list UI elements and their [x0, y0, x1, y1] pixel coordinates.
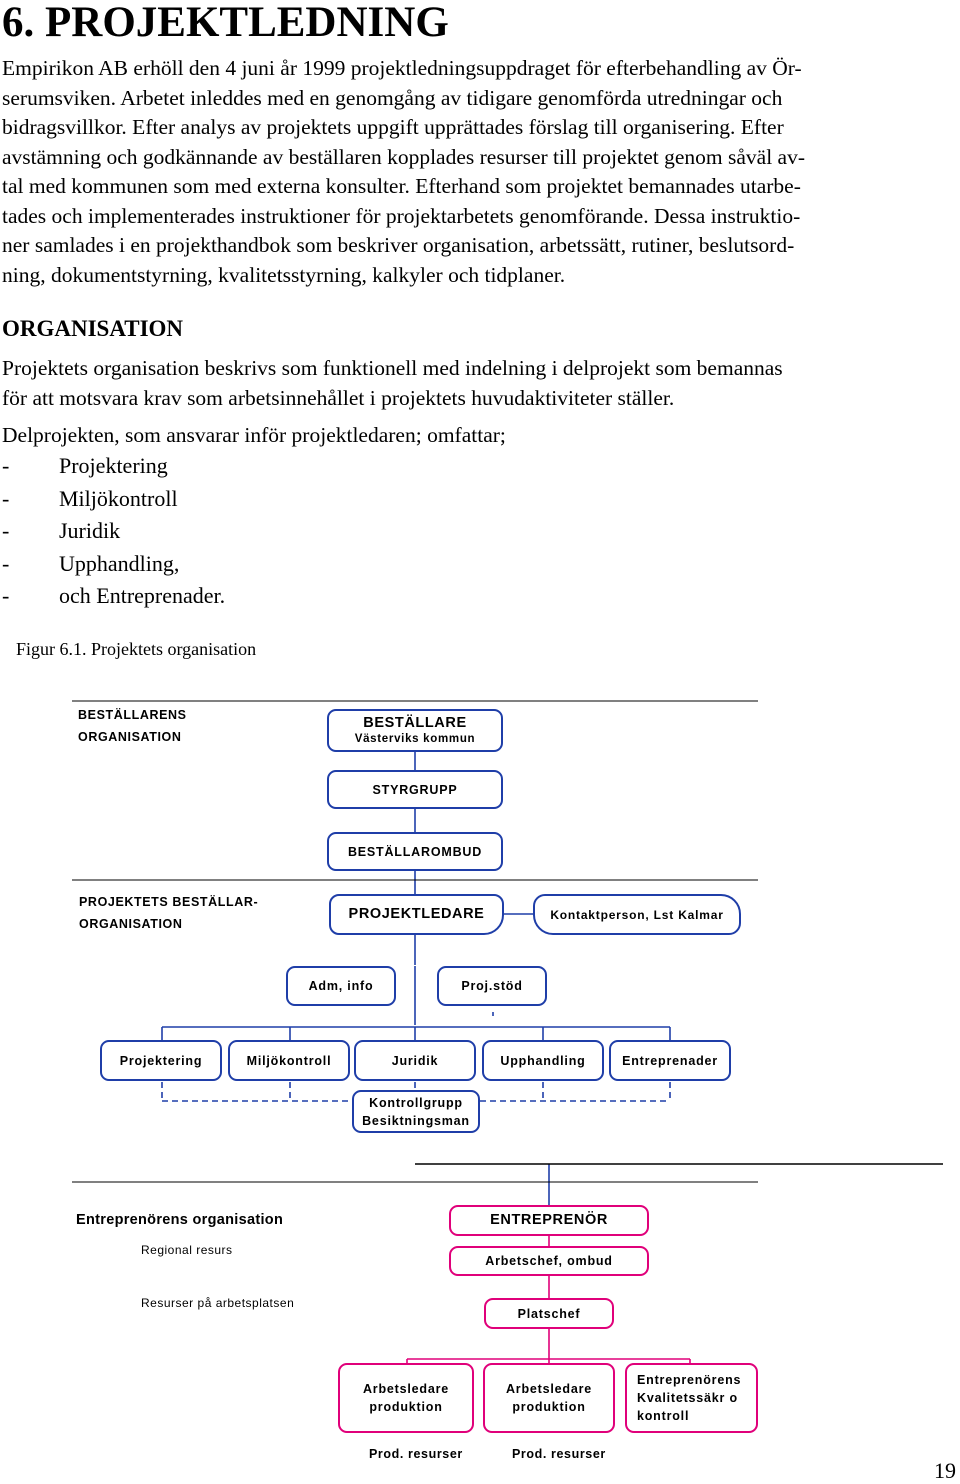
list-item: - och Entreprenader.	[2, 583, 226, 608]
projstod-box: Proj.stöd	[437, 966, 547, 1006]
bestallare-subtitle: Västerviks kommun	[354, 733, 476, 745]
kontaktperson-box: Kontaktperson, Lst Kalmar	[533, 894, 741, 935]
arbetsledare-box: Arbetsledare produktion	[338, 1363, 474, 1433]
platschef-box: Platschef	[484, 1298, 614, 1329]
arbetschef-box: Arbetschef, ombud	[449, 1246, 649, 1276]
intro-line: ner samlades i en projekthandbok som beskriver organisation, arbetssätt, rutiner, beslutsord-	[2, 233, 795, 257]
delprojekt-miljokontroll-box: Miljökontroll	[228, 1040, 350, 1081]
kontrollgrupp-box: Kontrollgrupp Besiktningsman	[352, 1090, 480, 1133]
projektledare-box: PROJEKTLEDARE	[329, 894, 504, 935]
delprojekt-juridik-box: Juridik	[354, 1040, 476, 1081]
projektets-label: ORGANISATION	[79, 917, 183, 931]
org-line: för att motsvara krav som arbetsinnehållet i projektets huvudaktiviteter ställer.	[2, 385, 675, 410]
section-heading: ORGANISATION	[2, 316, 184, 341]
bestallarombud-box: BESTÄLLAROMBUD	[327, 832, 503, 871]
list-item: - Projektering	[2, 453, 168, 478]
delprojekt-projektering-box: Projektering	[100, 1040, 222, 1081]
prod-resurser-label: Prod. resurser	[369, 1447, 463, 1461]
bestallarens-label: ORGANISATION	[78, 730, 182, 744]
delprojekt-upphandling-box: Upphandling	[482, 1040, 604, 1081]
styrgrupp-box: STYRGRUPP	[327, 770, 503, 809]
resurser-label: Resurser på arbetsplatsen	[141, 1296, 295, 1310]
arbetsledare-box: Arbetsledare produktion	[483, 1363, 615, 1433]
intro-line: serumsviken. Arbetet inleddes med en genomgång av tidigare genomförda utredningar och	[2, 85, 783, 110]
intro-line: Empirikon AB erhöll den 4 juni år 1999 projektledningsuppdraget för efterbehandling av Ör-	[2, 56, 802, 80]
bestallare-title: BESTÄLLARE	[363, 715, 467, 731]
page-number: 19	[934, 1458, 956, 1483]
figure-caption: Figur 6.1. Projektets organisation	[16, 639, 257, 659]
bestallare-box	[327, 709, 503, 752]
intro-line: tades och implementerades instruktioner för projektarbetets genomförande. Dessa instruktio-	[2, 203, 801, 228]
list-item: - Miljökontroll	[2, 486, 178, 511]
list-item: - Juridik	[2, 518, 121, 543]
intro-line: bidragsvillkor. Efter analys av projektets uppgift upprättades förslag till organisering. Efter	[2, 115, 784, 139]
adm-box: Adm, info	[286, 966, 396, 1006]
bestallarens-label: BESTÄLLARENS	[78, 708, 187, 722]
org-line: Projektets organisation beskrivs som funktionell med indelning i delprojekt som bemannas	[2, 356, 783, 380]
page-heading: 6. PROJEKTLEDNING	[2, 0, 449, 46]
entreprenorens-label: Entreprenörens organisation	[76, 1212, 284, 1228]
intro-line: avstämning och godkännande av beställaren kopplades resurser till projektet genom såväl av-	[2, 144, 806, 169]
prod-resurser-label: Prod. resurser	[512, 1447, 606, 1461]
intro-line: ning, dokumentstyrning, kvalitetsstyrning, kalkyler och tidplaner.	[2, 262, 566, 287]
list-item: - Upphandling,	[2, 551, 180, 576]
delprojekt-intro: Delprojekten, som ansvarar inför projektledaren; omfattar;	[2, 423, 506, 447]
regional-label: Regional resurs	[141, 1243, 233, 1257]
delprojekt-entreprenader-box: Entreprenader	[609, 1040, 731, 1081]
kvalitet-box: Entreprenörens Kvalitetssäkr o kontroll	[625, 1363, 758, 1433]
intro-line: tal med kommunen som med externa konsulter. Efterhand som projektet bemannades utarbe-	[2, 174, 801, 198]
projektets-label: PROJEKTETS BESTÄLLAR-	[79, 895, 259, 909]
entreprenor-box: ENTREPRENÖR	[449, 1205, 649, 1236]
